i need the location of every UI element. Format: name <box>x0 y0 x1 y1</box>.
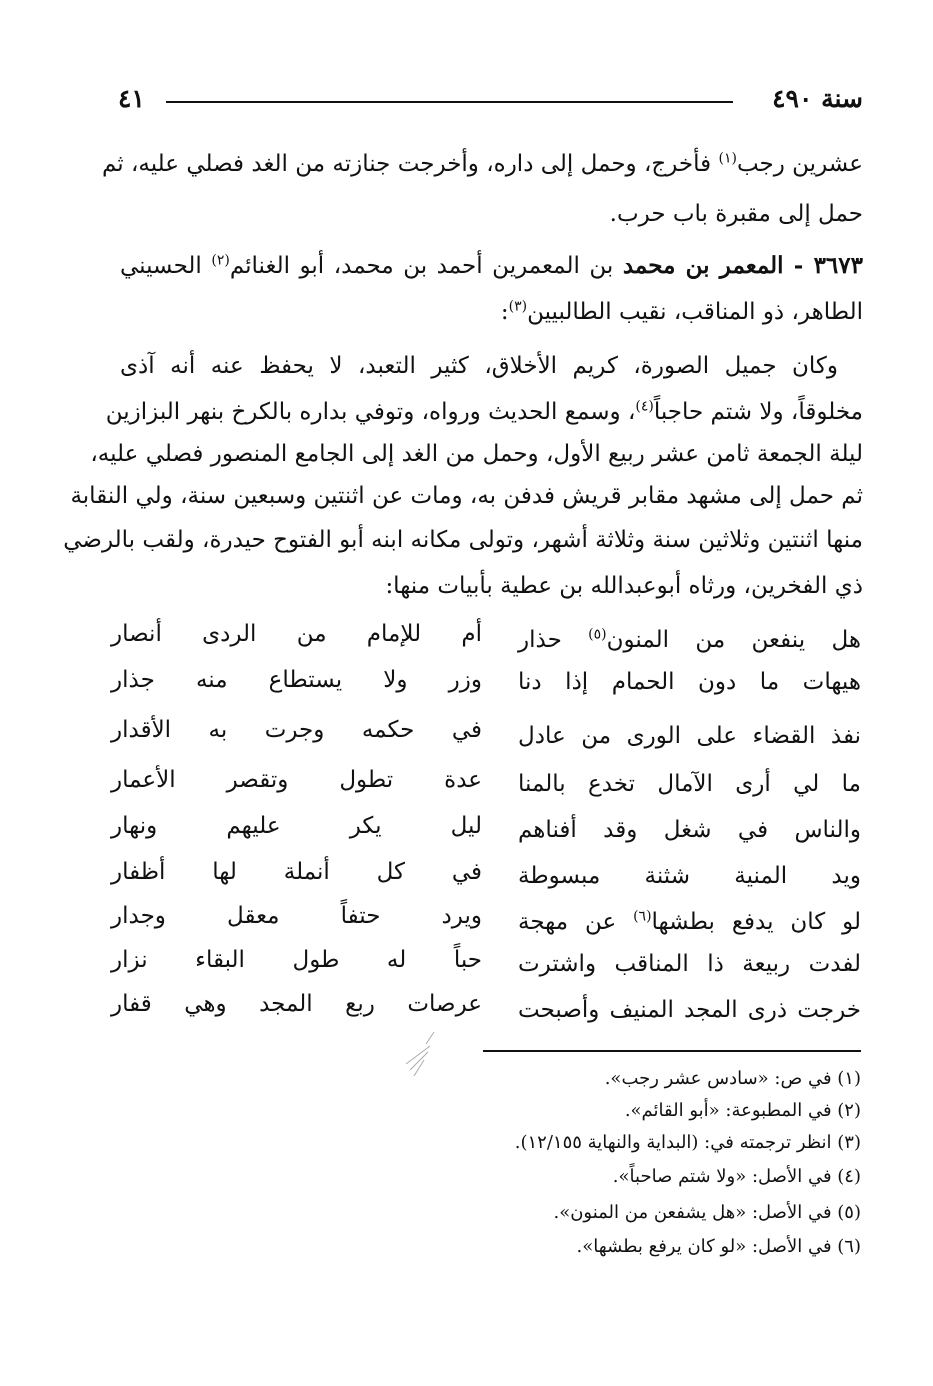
body-line-9: منها اثنتين وثلاثين سنة وثلاثة أشهر، وتولى مكانه ابنه أبو الفتوح حيدرة، ولقب بالرضي <box>63 527 863 553</box>
body-line-8: ثم حمل إلى مشهد مقابر قريش فدفن به، ومات عن اثنتين وسبعين سنة، ولي النقابة <box>70 483 863 509</box>
body-line-6: مخلوقاً، ولا شتم حاجباً$^{(٤)}$، وسمع الحديث ورواه، وتوفي بداره بالكرخ بنهر البزازين <box>105 398 863 425</box>
poem-hemistich-left-4: عدة تطول وتقصر الأعمار <box>111 767 482 793</box>
poem-hemistich-left-9: عرصات ربع المجد وهي قفار <box>111 991 482 1017</box>
poem-hemistich-left-3: في حكمه وجرت به الأقدار <box>111 717 482 743</box>
footnote-2: (٢) في المطبوعة: «أبو القائم». <box>624 1100 861 1121</box>
poem-hemistich-right-5: والناس في شغل وقد أفناهم <box>518 817 861 843</box>
poem-hemistich-right-8: لفدت ربيعة ذا المناقب واشترت <box>518 951 861 977</box>
poem-hemistich-right-3: نفذ القضاء على الورى من عادل <box>518 723 861 749</box>
body-line-7: ليلة الجمعة ثامن عشر ربيع الأول، وحمل من الغد إلى الجامع المنصور فصلي عليه، <box>90 441 863 467</box>
body-line-1: عشرين رجب$^{(١)}$ فأخرج، وحمل إلى داره، وأخرجت جنازته من الغد فصلي عليه، ثم <box>101 150 863 177</box>
poem-hemistich-left-8: حباً له طول البقاء نزار <box>111 947 482 973</box>
pencil-mark <box>400 1030 440 1080</box>
poem-hemistich-left-6: في كل أنملة لها أظفار <box>111 859 482 885</box>
header-rule <box>166 101 733 103</box>
entry-number-name: ٣٦٧٣ - المعمر بن محمد <box>622 252 863 279</box>
poem-hemistich-right-6: ويد المنية شثنة مبسوطة <box>518 863 861 889</box>
poem-hemistich-right-4: ما لي أرى الآمال تخدع بالمنا <box>518 771 861 797</box>
body-line-10: ذي الفخرين، ورثاه أبوعبدالله بن عطية بأبيات منها: <box>385 573 863 599</box>
body-line-4: الطاهر، ذو المناقب، نقيب الطالبيين$^{(٣)}$: <box>500 298 863 325</box>
running-header-year: سنة ٤٩٠ <box>772 84 863 113</box>
poem-hemistich-left-2: وزر ولا يستطاع منه جذار <box>111 667 482 693</box>
footnote-1: (١) في ص: «سادس عشر رجب». <box>604 1068 861 1089</box>
poem-hemistich-left-1: أم للإمام من الردى أنصار <box>111 621 482 647</box>
footnote-rule <box>483 1050 861 1052</box>
entry-heading-line: ٣٦٧٣ - المعمر بن محمد بن المعمرين أحمد بن محمد، أبو الغنائم$^{(٢)}$ الحسيني <box>120 252 863 279</box>
page-number: ٤١ <box>118 84 145 113</box>
poem-hemistich-right-2: هيهات ما دون الحمام إذا دنا <box>518 669 861 695</box>
poem-hemistich-right-1: هل ينفعن من المنون$^{(٥)}$ حذار <box>518 626 861 653</box>
poem-hemistich-left-7: ويرد حتفاً معقل وجدار <box>111 903 482 929</box>
body-line-2: حمل إلى مقبرة باب حرب. <box>609 201 863 227</box>
poem-hemistich-left-5: ليل يكر عليهم ونهار <box>111 813 482 839</box>
footnote-5: (٥) في الأصل: «هل يشفعن من المنون». <box>553 1202 861 1223</box>
poem-hemistich-right-9: خرجت ذرى المجد المنيف وأصبحت <box>518 997 861 1023</box>
poem-hemistich-right-7: لو كان يدفع بطشها$^{(٦)}$ عن مهجة <box>518 908 862 935</box>
footnote-6: (٦) في الأصل: «لو كان يرفع بطشها». <box>576 1236 861 1257</box>
footnote-3: (٣) انظر ترجمته في: (البداية والنهاية ١٢/١٥٥). <box>514 1132 861 1153</box>
footnote-4: (٤) في الأصل: «ولا شتم صاحباً». <box>612 1166 861 1187</box>
body-line-5: وكان جميل الصورة، كريم الأخلاق، كثير التعبد، لا يحفظ عنه أنه آذى <box>120 353 838 379</box>
